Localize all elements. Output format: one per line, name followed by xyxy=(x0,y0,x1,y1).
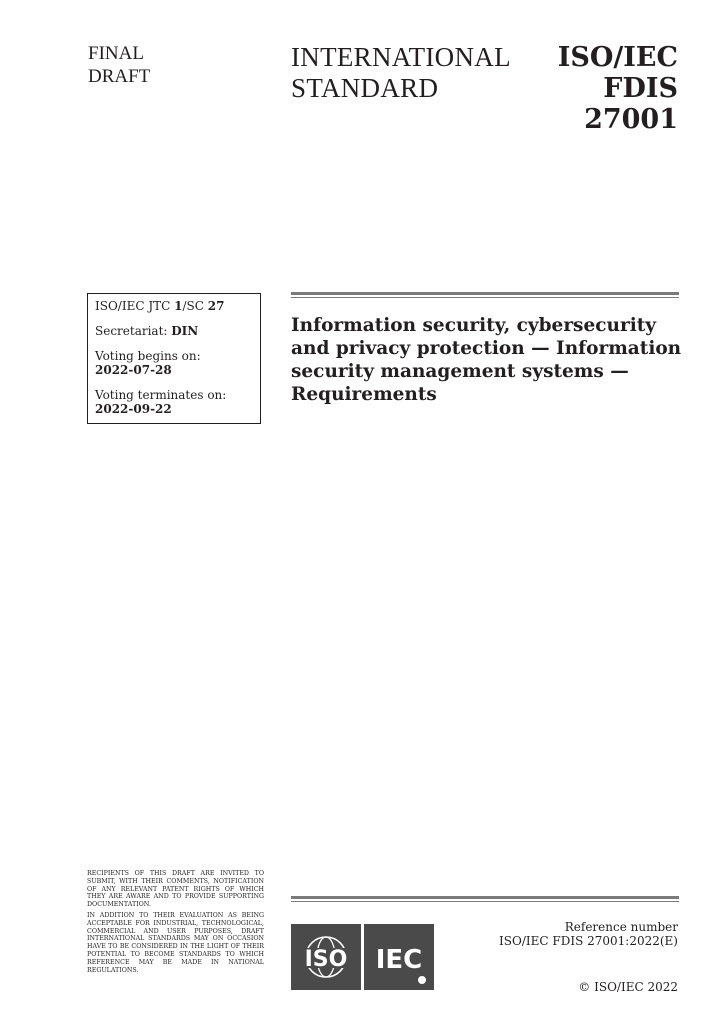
voting-begins-label: Voting begins on: xyxy=(95,349,201,363)
document-stage xyxy=(88,42,150,88)
stage-line-1: FINAL xyxy=(88,43,144,64)
reference-number: ISO/IEC FDIS 27001:2022(E) xyxy=(499,934,678,948)
title-rule-thin xyxy=(291,297,679,298)
secretariat-line xyxy=(95,324,260,338)
stage-line-2: DRAFT xyxy=(88,66,151,87)
iso-logo-text: ISO xyxy=(304,947,348,972)
committee-info-box xyxy=(87,293,261,424)
title-line-4: Requirements xyxy=(291,384,437,405)
reference-label: Reference number xyxy=(564,920,678,934)
title-line-1: Information security, cybersecurity xyxy=(291,315,657,336)
standard-number xyxy=(558,42,678,135)
document-title xyxy=(291,314,691,406)
iec-logo xyxy=(364,924,434,990)
document-type xyxy=(291,42,511,104)
voting-begins-date: 2022-07-28 xyxy=(95,363,172,377)
draft-notice xyxy=(87,870,264,977)
notice-paragraph-2: IN ADDITION TO THEIR EVALUATION AS BEING ACCEPTABLE FOR INDUSTRIAL, TECHNOLOGICAL, COMMERCIAL AND USER PURPOSES, DRAFT INTERNATIONAL STANDARDS MAY ON OCCASION HAVE TO BE CONSIDERED IN THE LIGHT OF THEIR POTENTIAL TO BECOME STANDARDS TO WHICH REFERENCE MAY BE MADE IN NATIONAL REGULATIONS. xyxy=(87,911,264,974)
std-number-line-2: FDIS xyxy=(603,73,678,104)
reference-block xyxy=(499,920,678,948)
committee-line xyxy=(95,299,260,313)
iso-logo xyxy=(291,924,361,990)
iec-logo-text: IEC xyxy=(375,945,423,975)
std-number-line-3: 27001 xyxy=(584,104,678,135)
committee-jtc: 1 xyxy=(174,299,183,313)
footer-rule-thick xyxy=(291,896,679,899)
doc-type-line-1: INTERNATIONAL xyxy=(291,42,511,72)
copyright-notice: © ISO/IEC 2022 xyxy=(578,980,678,994)
secretariat-label: Secretariat: xyxy=(95,324,172,338)
committee-sep: /SC xyxy=(182,299,208,313)
voting-terminates-label: Voting terminates on: xyxy=(95,388,227,402)
voting-terminates-date: 2022-09-22 xyxy=(95,402,172,416)
title-rule-thick xyxy=(291,292,679,295)
doc-type-line-2: STANDARD xyxy=(291,73,439,103)
title-line-2: and privacy protection — Information xyxy=(291,338,682,359)
committee-prefix: ISO/IEC JTC xyxy=(95,299,175,313)
title-line-3: security management systems — xyxy=(291,361,629,382)
footer-rule-thin xyxy=(291,901,679,902)
std-number-line-1: ISO/IEC xyxy=(557,42,678,73)
committee-sc: 27 xyxy=(207,299,225,313)
notice-paragraph-1: RECIPIENTS OF THIS DRAFT ARE INVITED TO SUBMIT, WITH THEIR COMMENTS, NOTIFICATION OF ANY RELEVANT PATENT RIGHTS OF WHICH THEY ARE AWARE AND TO PROVIDE SUPPORTING DOCUMENTATION. xyxy=(87,870,264,909)
secretariat-value: DIN xyxy=(171,324,199,338)
